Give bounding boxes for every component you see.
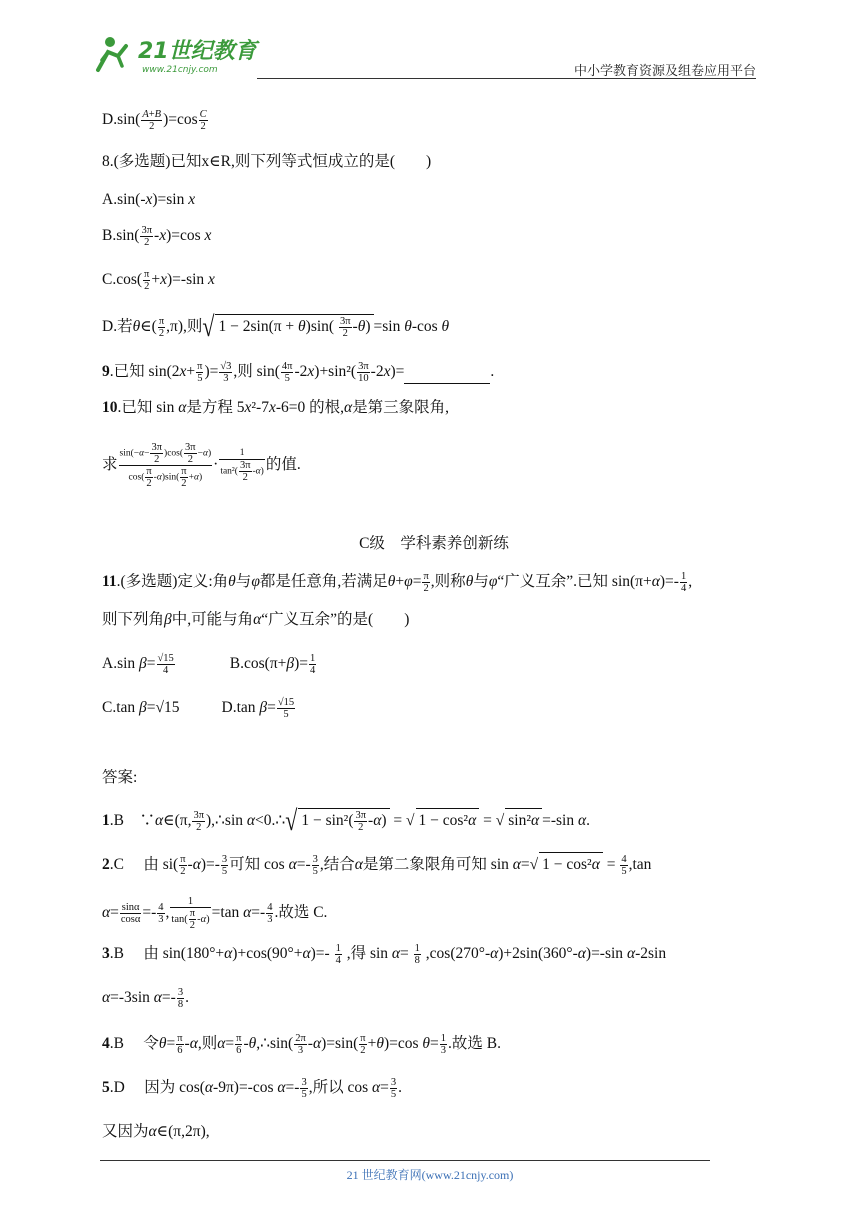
page-header xyxy=(92,30,756,80)
question-10-line-2: 求 sin(−α− $\frac{3\pi}{2}$ )cos( $\frac{3\pi}{2}$ −α) cos( $\frac{\pi}{2}$ -α)sin( $\frac{\pi}{2}$ +α) · 1 tan²( $\frac{3\pi}{2}$ -α) 的值. xyxy=(102,442,301,489)
question-11-options-cd: C.tan β=√15 D.tan β= $\frac{√15}{5}$ xyxy=(102,696,295,720)
footer-divider xyxy=(100,1160,710,1161)
question-8-option-a: A.sin(-x)=sin x xyxy=(102,191,196,208)
question-9: 9.已知 sin(2x+ $\frac{\pi}{5}$ )= $\frac{√3}{3}$ ,则 sin( $\frac{4\pi}{5}$ -2x)+sin²( $\frac{3\pi}{10}$ -2x)= . xyxy=(102,360,495,384)
header-title: 中小学教育资源及组卷应用平台 xyxy=(573,64,756,79)
answer-blank xyxy=(404,369,490,384)
answer-5-continued: 又因为α∈(π,2π), xyxy=(102,1123,210,1140)
answer-2-line-2: α= $\frac{\sin\alpha}{\cos\alpha}$ =- $\frac{4}{3}$ , 1 tan( $\frac{\pi}{2}$ -α) =tan α=- $\frac{4}{3}$ .故选 C. xyxy=(102,896,328,931)
answer-1: 1.B ∵α∈(π, $\frac{3\pi}{2}$ ),∴sin α<0.∴√ 1 − sin²( $\frac{3\pi}{2}$ -α) = √ 1 − cos²α = √ sin²α =-sin α. xyxy=(102,804,591,838)
question-10-line-1: 10.已知 sin α是方程 5x²-7x-6=0 的根,α是第三象限角, xyxy=(102,399,450,416)
question-8-option-c: C.cos( $\frac{\pi}{2}$ +x)=-sin x xyxy=(102,268,215,292)
answer-3-line-1: 3.B 由 sin(180°+α)+cos(90°+α)=- $\frac{1}{4}$ ,得 sin α= $\frac{1}{8}$ ,cos(270°-α)+2sin(360°-α)=-sin α-2sin xyxy=(102,942,667,966)
question-11-line-2: 则下列角β中,可能与角α“广义互余”的是( ) xyxy=(102,611,410,628)
answer-5: 5.D 因为 cos(α-9π)=-cos α=- $\frac{3}{5}$ ,所以 cos α= $\frac{3}{5}$ . xyxy=(102,1076,402,1100)
question-7-option-d: D.sin( $\frac{A+B}{2}$ )=cos $\frac{C}{2}$ xyxy=(102,108,207,132)
question-11-line-1: 11.(多选题)定义:角θ与φ都是任意角,若满足θ+φ= $\frac{\pi}{2}$ ,则称θ与φ“广义互余”.已知 sin(π+α)=- $\frac{1}{4}$ , xyxy=(102,570,693,594)
question-8-option-b: B.sin( $\frac{3\pi}{2}$ -x)=cos x xyxy=(102,224,212,248)
answer-4: 4.B 令θ= $\frac{\pi}{6}$ -α,则α= $\frac{\pi}{6}$ -θ,∴sin( $\frac{2\pi}{3}$ -α)=sin( $\frac{\pi}{2}$ +θ)=cos θ= $\frac{1}{3}$ .故选 B. xyxy=(102,1032,501,1056)
answers-title: 答案: xyxy=(102,769,138,786)
question-11-options-ab: A.sin β= $\frac{√15}{4}$ B.cos(π+β)= $\frac{1}{4}$ xyxy=(102,652,316,676)
svg-text:21世纪教育: 21世纪教育 xyxy=(138,39,257,64)
question-8-option-d: D.若θ∈( $\frac{\pi}{2}$ ,π),则√ 1 − 2sin(π + θ)sin( $\frac{3\pi}{2}$ -θ) =sin θ-cos θ xyxy=(102,310,450,344)
page-footer: 21 世纪教育网(www.21cnjy.com) xyxy=(346,1168,514,1182)
question-8: 8.(多选题)已知x∈R,则下列等式恒成立的是( ) xyxy=(102,153,432,170)
answer-3-line-2: α=-3sin α=- $\frac{3}{8}$ . xyxy=(102,986,189,1010)
section-title: C级 学科素养创新练 xyxy=(359,535,509,552)
answer-2-line-1: 2.C 由 si( $\frac{\pi}{2}$ -α)=- $\frac{3}{5}$ 可知 cos α=- $\frac{3}{5}$ ,结合α是第二象限角可知 sin α=√ 1 − cos²α = $\frac{4}{5}$ ,tan xyxy=(102,853,652,877)
svg-text:www.21cnjy.com: www.21cnjy.com xyxy=(142,65,218,75)
logo-icon xyxy=(92,32,262,76)
header-divider xyxy=(257,78,756,79)
